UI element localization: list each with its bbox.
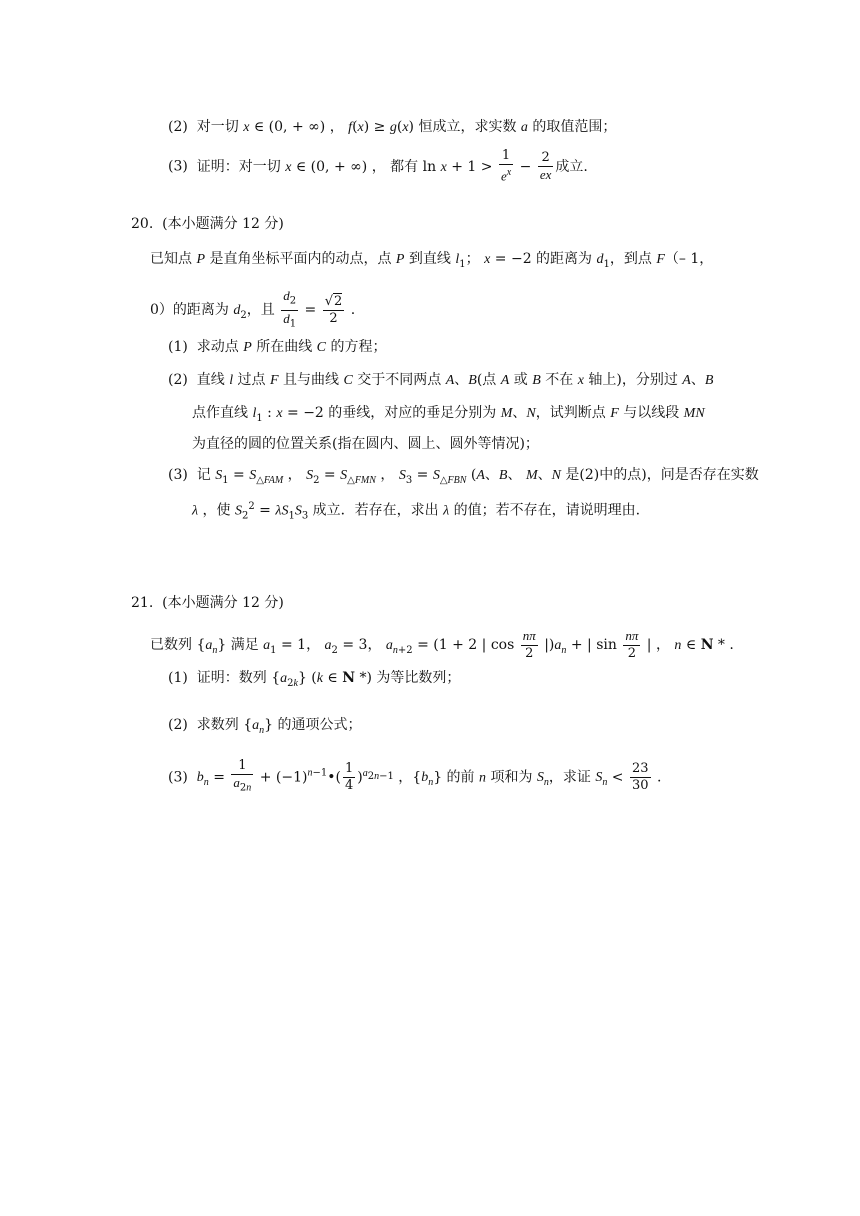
q21-part2-text: 求数列 $\{a_n\}$ 的通项公式； xyxy=(196,717,362,736)
q21-part3-label: (3) xyxy=(168,769,188,786)
q20-header xyxy=(131,214,284,234)
q20-stem-line1: 已知点 P 是直角坐标平面内的动点，点 P 到直线 $l_1$； x = −2 的距离为 $d_1$，到点 F（– 1， xyxy=(150,251,714,270)
q20-part2-line1: (2) 直线 l 过点 F 且与曲线 C 交于不同两点 A、B(点 A 或 B 不在 x 轴上)，分别过 A、B xyxy=(168,372,714,388)
q20-part1-label: (1) xyxy=(168,339,188,355)
q19-part3-text: 证明：对一切 x ∈ (0, + ∞) ， 都有 ln x + 1 > $\frac{1}{e^x}$ − $\frac{2}{ex}$ 成立. xyxy=(196,148,588,184)
q20-part3-line1: (3) 记 $S_1 = S_{\triangle FAM}$ ， $S_2 = S_{\triangle FMN}$ ， $S_3 = S_{\triangle FBN}$ (A、B、 M、N 是(2)中的点)，问是否存在实数 xyxy=(168,467,759,486)
q19-part3-label: (3) xyxy=(168,158,188,175)
q20-part3-label: (3) xyxy=(168,467,188,483)
q21-number: 21. xyxy=(131,595,154,611)
q20-part2-label: (2) xyxy=(168,372,188,388)
q19-part2-text: 对一切 x ∈ (0, + ∞) ， f(x) ≥ g(x) 恒成立，求实数 a 的取值范围； xyxy=(196,119,617,135)
q20-part2-line2: 点作直线 $l_1$ : x = −2 的垂线，对应的垂足分别为 M、N，试判断点 F 与以线段 MN xyxy=(192,405,705,424)
q21-score: (本小题满分 12 分) xyxy=(162,595,284,611)
q20-part2-line3: 为直径的圆的位置关系(指在圆内、圆上、圆外等情况)； xyxy=(192,436,539,452)
q21-part1-label: (1) xyxy=(168,670,188,686)
q19-part2-label: (2) xyxy=(168,119,188,135)
q21-part3: (3) $b_n$ = $\frac{1}{a_{2n}}$ + $(-1)^{n-1}•$( $\frac{1}{4}$ )$^{a_{2n-1}}$ ，$\{b_n\}$ 的前 n 项和为 $S_n$，求证 $S_n$ < $\frac{23}{30}$ . xyxy=(168,758,662,794)
q21-header xyxy=(131,593,284,613)
q20-part3-line2: λ ，使 $S_2^2 = \lambda S_1S_3$ 成立．若存在，求出 λ 的值；若不存在，请说明理由. xyxy=(192,501,641,522)
q20-part1 xyxy=(168,337,386,358)
q20-part1-text: 求动点 P 所在曲线 C 的方程； xyxy=(196,339,387,355)
q19-part3 xyxy=(168,148,588,185)
q21-stem: 已数列 $\{a_n\}$ 满足 $a_1 = 1$， $a_2 = 3$， $a_{n+2} = (1 + 2$ | cos $\frac{n\pi}{2}$ $|)a_n$ + | sin $\frac{n\pi}{2}$ | ， n ∈ N * . xyxy=(150,628,734,661)
q20-score: (本小题满分 12 分) xyxy=(162,216,284,232)
q21-part1: (1) 证明：数列 $\{a_{2k}\}$ (k ∈ N *) 为等比数列； xyxy=(168,670,461,689)
q19-part2 xyxy=(168,117,616,138)
q20-stem-line2: 0）的距离为 $d_2$，且 $\frac{d_2}{d_1}$ = $\frac{√2}{2}$ . xyxy=(150,288,356,330)
q21-part2 xyxy=(168,715,361,741)
q21-part2-label: (2) xyxy=(168,717,188,733)
q20-number: 20. xyxy=(131,216,154,232)
